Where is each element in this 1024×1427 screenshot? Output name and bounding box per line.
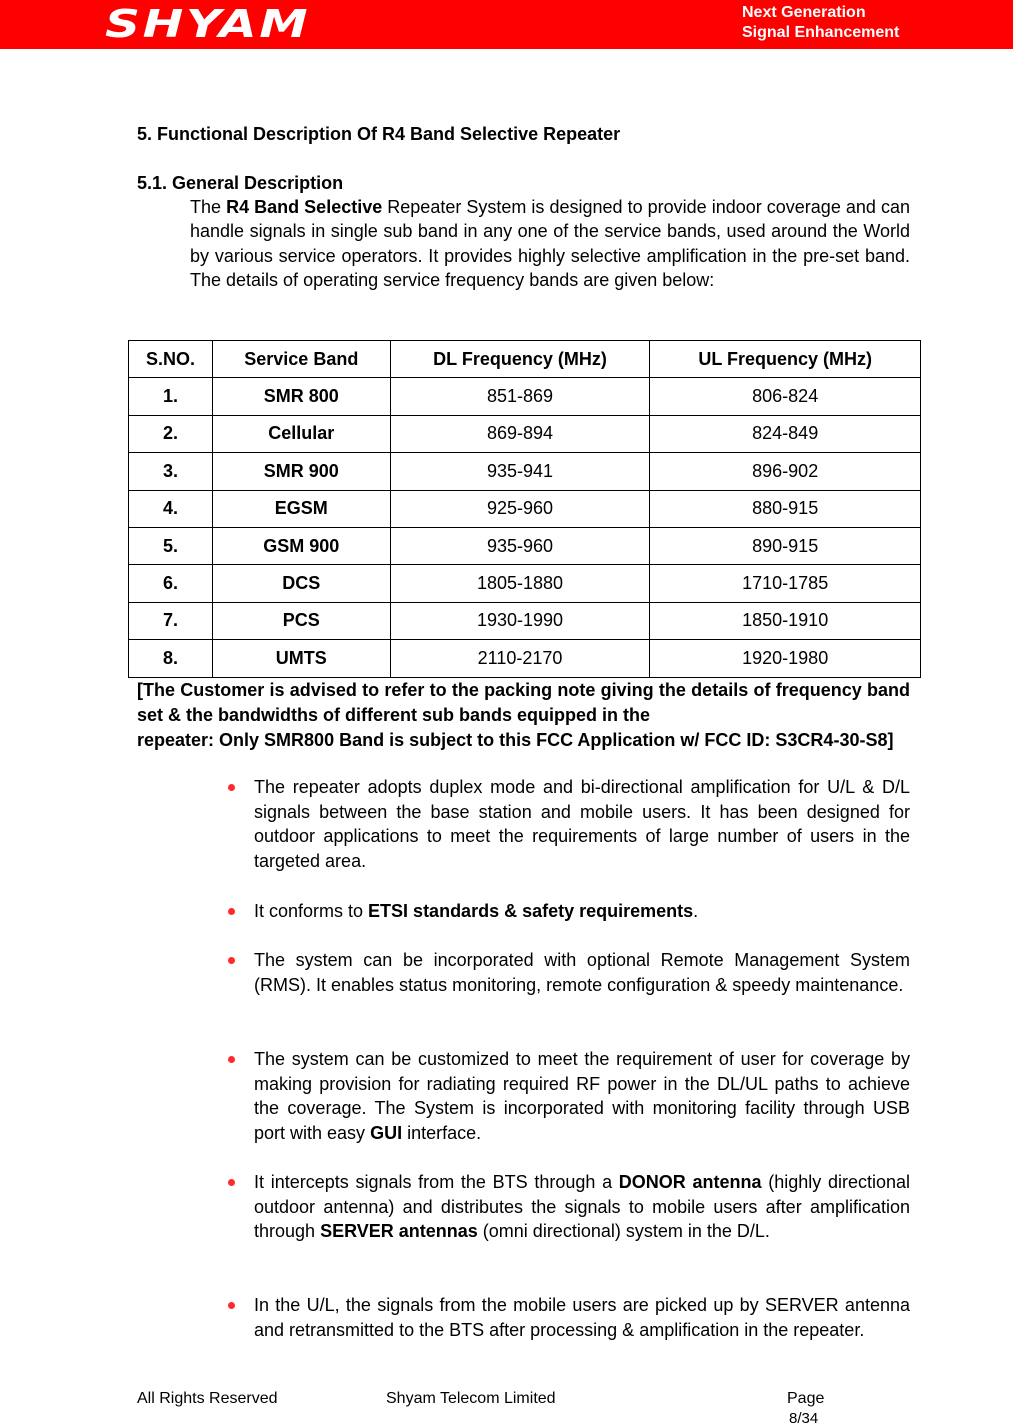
header-dl-frequency: DL Frequency (MHz) bbox=[390, 341, 650, 378]
bullet-text: The repeater adopts duplex mode and bi-directional amplification for U/L & D/L signals between the base station and mobile users. It has been designed for outdoor applications to meet the requirements of large number of users in the targeted area. bbox=[254, 777, 910, 871]
bullet-icon bbox=[228, 1056, 235, 1063]
bullet-icon bbox=[228, 957, 235, 964]
footer-page-number: 8/34 bbox=[789, 1410, 819, 1427]
bullet-text: The system can be incorporated with optional Remote Management System (RMS). It enables status monitoring, remote configuration & speedy maintenance. bbox=[254, 950, 910, 995]
cell-dl-frequency: 869-894 bbox=[390, 415, 650, 452]
cell-service-band: GSM 900 bbox=[212, 527, 390, 564]
bullet-icon bbox=[228, 908, 235, 915]
cell-sno: 6. bbox=[129, 565, 213, 602]
cell-service-band: PCS bbox=[212, 602, 390, 639]
cell-sno: 1. bbox=[129, 378, 213, 415]
section-title: 5. Functional Description Of R4 Band Selective Repeater bbox=[137, 124, 621, 144]
cell-ul-frequency: 890-915 bbox=[650, 527, 921, 564]
list-item bbox=[254, 1047, 910, 1145]
tagline bbox=[742, 3, 899, 43]
footer-rights: All Rights Reserved bbox=[137, 1390, 278, 1407]
intro-bold: R4 Band Selective bbox=[226, 197, 383, 217]
table-header-row bbox=[129, 341, 921, 378]
cell-service-band: EGSM bbox=[212, 490, 390, 527]
cell-ul-frequency: 824-849 bbox=[650, 415, 921, 452]
list-item bbox=[254, 899, 910, 924]
cell-service-band: UMTS bbox=[212, 640, 390, 677]
brand-logo: SHYAM bbox=[105, 2, 311, 46]
tagline-line-2: Signal Enhancement bbox=[742, 24, 900, 41]
header-ul-frequency: UL Frequency (MHz) bbox=[650, 341, 921, 378]
bullet-text-end: . bbox=[693, 901, 699, 921]
customer-note bbox=[137, 678, 910, 753]
table-row bbox=[129, 527, 921, 564]
table-row bbox=[129, 378, 921, 415]
footer-company: Shyam Telecom Limited bbox=[386, 1390, 556, 1407]
cell-service-band: DCS bbox=[212, 565, 390, 602]
list-item bbox=[254, 775, 910, 873]
header-service-band: Service Band bbox=[212, 341, 390, 378]
note-text-1: [The Customer is advised to refer to the packing note giving the details of frequency band set & the bandwidths of different sub bands equipped in the bbox=[137, 680, 910, 725]
bullet-text: The system can be customized to meet the requirement of user for coverage by making provision for radiating required RF power in the DL/UL paths to achieve the coverage. The System is incorporated with monitoring facility through USB port with easy bbox=[254, 1049, 910, 1143]
cell-dl-frequency: 935-960 bbox=[390, 527, 650, 564]
cell-sno: 4. bbox=[129, 490, 213, 527]
list-item bbox=[254, 1293, 910, 1342]
cell-service-band: SMR 800 bbox=[212, 378, 390, 415]
bullet-text: It conforms to bbox=[254, 901, 369, 921]
table-row bbox=[129, 415, 921, 452]
bullet-bold-text-2: SERVER antennas bbox=[320, 1221, 478, 1242]
cell-sno: 2. bbox=[129, 415, 213, 452]
intro-lead: The bbox=[190, 197, 222, 217]
cell-ul-frequency: 1920-1980 bbox=[650, 640, 921, 677]
tagline-line-1: Next Generation bbox=[742, 4, 866, 21]
cell-dl-frequency: 935-941 bbox=[390, 453, 650, 490]
cell-dl-frequency: 2110-2170 bbox=[390, 640, 650, 677]
header-sno: S.NO. bbox=[129, 341, 213, 378]
cell-dl-frequency: 1930-1990 bbox=[390, 602, 650, 639]
cell-sno: 8. bbox=[129, 640, 213, 677]
header-bar bbox=[0, 0, 1013, 49]
note-text-2: repeater: Only SMR800 Band is subject to this FCC Application w/ FCC ID: S3CR4-30-S8] bbox=[137, 730, 894, 750]
cell-sno: 7. bbox=[129, 602, 213, 639]
bullet-icon bbox=[228, 1179, 235, 1186]
list-item bbox=[254, 1170, 910, 1244]
intro-rest: Repeater System is designed to provide indoor coverage and can handle signals in single sub band in any one of the service bands, used around the World by various service operators. It provides highly selective amplification in the pre-set band. The details of operating service frequency bands are given below: bbox=[190, 197, 910, 291]
bullet-bold-text: DONOR antenna bbox=[618, 1172, 762, 1192]
bullet-icon bbox=[228, 1302, 235, 1309]
cell-dl-frequency: 1805-1880 bbox=[390, 565, 650, 602]
cell-service-band: Cellular bbox=[212, 415, 390, 452]
cell-service-band: SMR 900 bbox=[212, 453, 390, 490]
cell-sno: 3. bbox=[129, 453, 213, 490]
bullet-icon bbox=[228, 784, 235, 791]
bullet-text: In the U/L, the signals from the mobile users are picked up by SERVER antenna and retransmitted to the BTS after processing & amplification in the repeater. bbox=[254, 1295, 910, 1340]
bullet-text-end: interface. bbox=[402, 1122, 482, 1143]
bullet-bold-text: GUI bbox=[370, 1122, 403, 1143]
table-row bbox=[129, 565, 921, 602]
bullet-text-middle: (highly directional outdoor antenna) and distributes the signals to mobile users after amplification through bbox=[254, 1172, 910, 1242]
cell-ul-frequency: 806-824 bbox=[650, 378, 921, 415]
table-row bbox=[129, 602, 921, 639]
cell-ul-frequency: 880-915 bbox=[650, 490, 921, 527]
cell-sno: 5. bbox=[129, 527, 213, 564]
intro-paragraph bbox=[190, 195, 910, 293]
frequency-band-table bbox=[128, 340, 921, 678]
table-row bbox=[129, 640, 921, 677]
bullet-text: It intercepts signals from the BTS through a bbox=[254, 1172, 619, 1192]
bullet-bold-text: ETSI standards & safety requirements bbox=[368, 901, 694, 921]
footer-page-label: Page bbox=[787, 1390, 825, 1407]
bullet-text-end: (omni directional) system in the D/L. bbox=[477, 1221, 770, 1242]
cell-dl-frequency: 851-869 bbox=[390, 378, 650, 415]
cell-ul-frequency: 1710-1785 bbox=[650, 565, 921, 602]
cell-ul-frequency: 1850-1910 bbox=[650, 602, 921, 639]
cell-dl-frequency: 925-960 bbox=[390, 490, 650, 527]
table-row bbox=[129, 453, 921, 490]
cell-ul-frequency: 896-902 bbox=[650, 453, 921, 490]
list-item bbox=[254, 948, 910, 997]
subsection-title: 5.1. General Description bbox=[137, 173, 344, 193]
table-row bbox=[129, 490, 921, 527]
